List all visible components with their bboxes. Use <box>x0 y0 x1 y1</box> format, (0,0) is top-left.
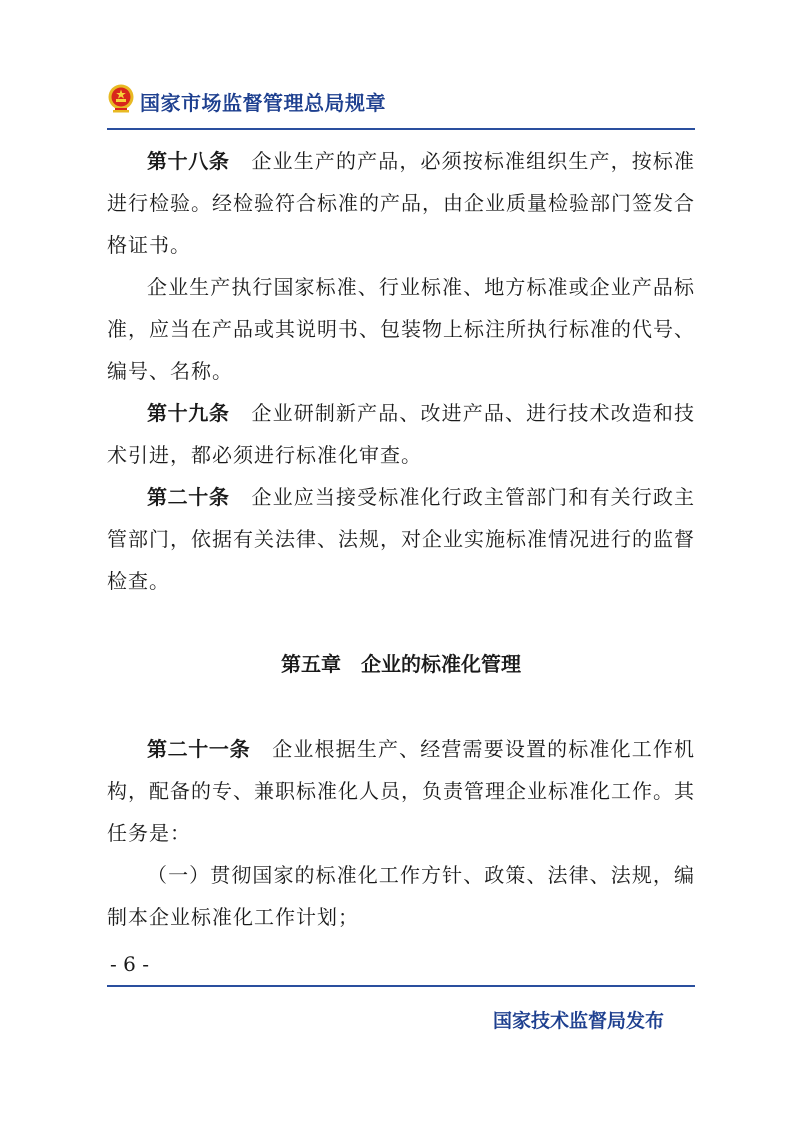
article-18-title: 第十八条 <box>147 149 230 173</box>
header-title: 国家市场监督管理总局规章 <box>140 91 386 115</box>
footer-divider <box>107 985 695 987</box>
publisher: 国家技术监督局发布 <box>492 1010 664 1032</box>
article-19-title: 第十九条 <box>147 401 230 425</box>
article-20-title: 第二十条 <box>147 485 230 509</box>
article-19 <box>107 392 695 476</box>
article-21-title: 第二十一条 <box>147 737 251 761</box>
article-18-text: 企业生产的产品，必须按标准组织生产，按标准进行检验。经检验符合标准的产品，由企业质量检验部门签发合格证书。 <box>107 149 695 257</box>
article-21-text: 企业根据生产、经营需要设置的标准化工作机构，配备的专、兼职标准化人员，负责管理企业标准化工作。其任务是： <box>107 737 696 845</box>
header-divider <box>107 128 695 130</box>
national-emblem-icon <box>107 84 135 114</box>
article-21-item-1: （一）贯彻国家的标准化工作方针、政策、法律、法规，编制本企业标准化工作计划； <box>107 863 695 929</box>
page-number: - 6 - <box>110 952 149 976</box>
page-header <box>107 84 697 120</box>
article-19-text: 企业研制新产品、改进产品、进行技术改造和技术引进，都必须进行标准化审查。 <box>107 401 695 467</box>
article-18-paragraph-2: 企业生产执行国家标准、行业标准、地方标准或企业产品标准，应当在产品或其说明书、包装物上标注所执行标准的代号、编号、名称。 <box>107 275 695 383</box>
article-20 <box>107 476 695 602</box>
article-20-text: 企业应当接受标准化行政主管部门和有关行政主管部门，依据有关法律、法规，对企业实施标准情况进行的监督检查。 <box>107 485 695 593</box>
chapter-heading: 第五章 企业的标准化管理 <box>281 652 521 676</box>
article-18 <box>107 140 695 266</box>
article-21 <box>107 728 695 854</box>
